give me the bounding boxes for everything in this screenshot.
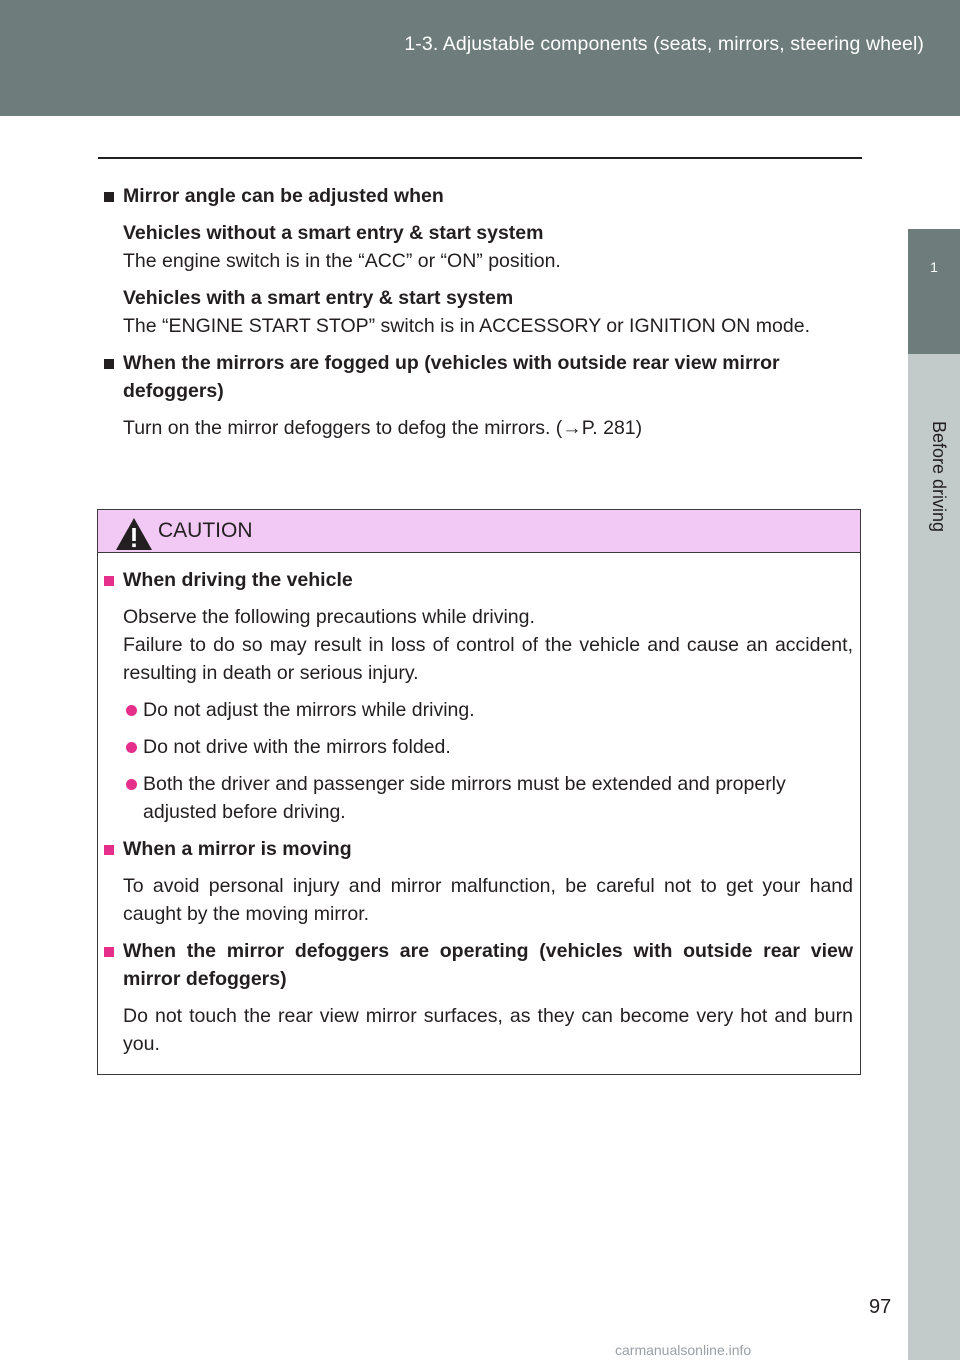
page-number: 97 — [869, 1296, 892, 1318]
round-bullet-icon — [126, 779, 137, 790]
caution-body — [100, 566, 853, 1058]
round-bullet-icon — [126, 705, 137, 716]
caution-text: To avoid personal injury and mirror malfunction, be careful not to get your hand caught by the moving mirror. — [123, 875, 853, 925]
list-item: Do not drive with the mirrors folded. — [100, 733, 853, 761]
section-heading: When the mirrors are fogged up (vehicles with outside rear view mirror defoggers) — [100, 349, 853, 405]
caution-box — [97, 509, 861, 1075]
caution-title: CAUTION — [158, 519, 253, 542]
section-title: 1-3. Adjustable components (seats, mirrors, steering wheel) — [404, 33, 924, 55]
round-bullet-icon — [126, 742, 137, 753]
subsection — [100, 219, 853, 275]
square-bullet-icon — [104, 192, 114, 202]
list-item: Do not adjust the mirrors while driving. — [100, 696, 853, 724]
caution-heading: When driving the vehicle — [100, 566, 853, 594]
square-bullet-icon — [104, 947, 114, 957]
main-content — [100, 180, 853, 442]
chapter-number: 1 — [930, 259, 938, 275]
chapter-tab — [908, 229, 960, 354]
caution-text: Do not touch the rear view mirror surfaces, as they can become very hot and burn you. — [123, 1005, 853, 1055]
subsection-text: The engine switch is in the “ACC” or “ON” position. — [123, 250, 561, 272]
subsection-heading: Vehicles with a smart entry & start system — [123, 287, 514, 309]
section-heading: Mirror angle can be adjusted when — [100, 182, 853, 210]
caution-heading: When the mirror defoggers are operating (vehicles with outside rear view mirror defoggers) — [100, 937, 853, 993]
warning-triangle-icon — [115, 517, 153, 551]
square-bullet-icon — [104, 576, 114, 586]
list-item: Both the driver and passenger side mirrors must be extended and properly adjusted before driving. — [100, 770, 853, 826]
top-divider — [98, 157, 862, 159]
subsection — [100, 284, 853, 340]
header-bar — [0, 0, 960, 116]
watermark: carmanualsonline.info — [615, 1342, 752, 1358]
square-bullet-icon — [104, 845, 114, 855]
caution-header — [98, 510, 860, 553]
caution-heading: When a mirror is moving — [100, 835, 853, 863]
subsection-text: The “ENGINE START STOP” switch is in ACCESSORY or IGNITION ON mode. — [123, 315, 811, 337]
chapter-label: Before driving — [929, 421, 949, 533]
section-text: Turn on the mirror defoggers to defog the mirrors. (→P. 281) — [123, 417, 643, 439]
subsection-heading: Vehicles without a smart entry & start system — [123, 222, 544, 244]
caution-text: Failure to do so may result in loss of control of the vehicle and cause an accident, resulting in death or serious injury. — [123, 634, 853, 684]
caution-text: Observe the following precautions while driving. — [123, 606, 535, 628]
square-bullet-icon — [104, 359, 114, 369]
